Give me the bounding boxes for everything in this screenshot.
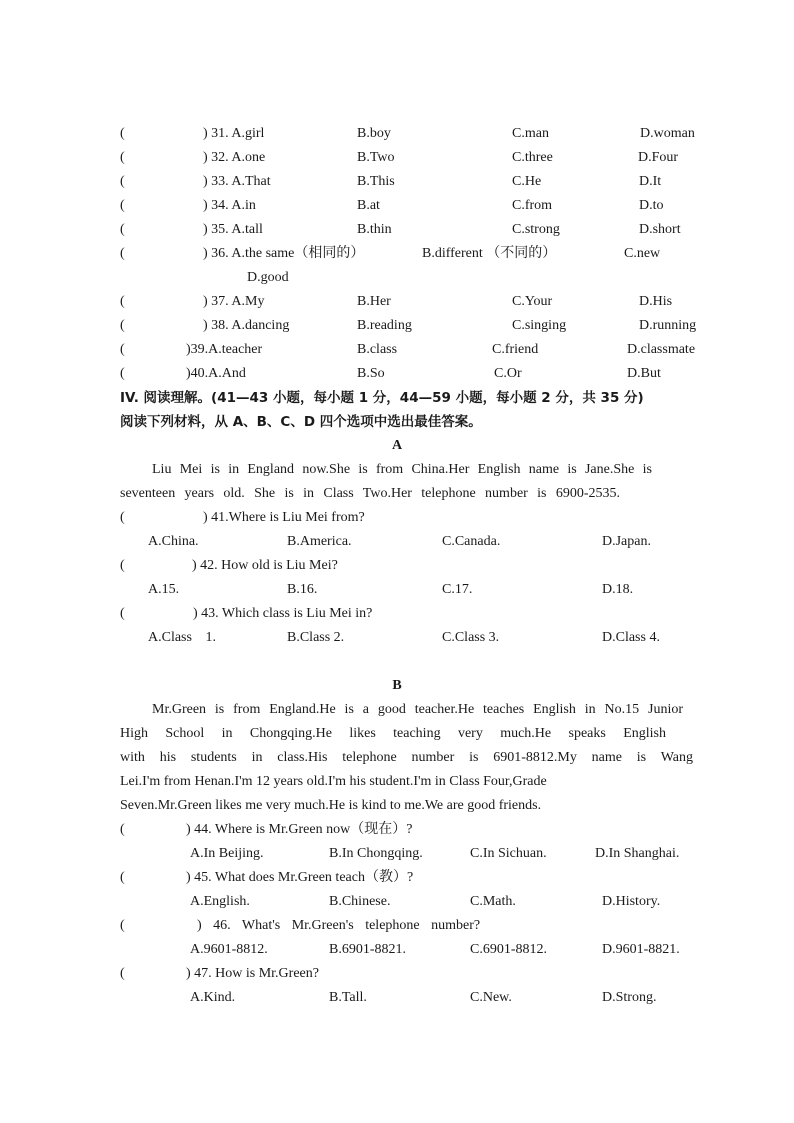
answer-paren: ( bbox=[120, 246, 125, 261]
question-stem: ) 38. A.dancing bbox=[203, 318, 290, 333]
option-d: D.9601-8821. bbox=[602, 942, 680, 957]
question-stem: ) 41.Where is Liu Mei from? bbox=[203, 510, 365, 525]
question-stem: ) 37. A.My bbox=[203, 294, 265, 309]
option-b: B.6901-8821. bbox=[329, 942, 406, 957]
passage-a-line: seventeen years old. She is in Class Two.Her telephone number is 6900-2535. bbox=[120, 486, 620, 501]
answer-paren: ( bbox=[120, 822, 125, 837]
answer-paren: ( bbox=[120, 510, 125, 525]
option-c: C.singing bbox=[512, 318, 567, 333]
passage-a-line: Liu Mei is in England now.She is from China.Her English name is Jane.She is bbox=[152, 462, 652, 477]
option-d: D.Four bbox=[638, 150, 679, 165]
answer-paren: ( bbox=[120, 174, 125, 189]
option-b: B.thin bbox=[357, 222, 392, 237]
question-stem: ) 43. Which class is Liu Mei in? bbox=[193, 606, 373, 621]
option-c: C.Canada. bbox=[442, 534, 501, 549]
option-c: C.He bbox=[512, 174, 542, 189]
answer-paren: ( bbox=[120, 342, 125, 357]
option-c: C.Your bbox=[512, 294, 553, 309]
answer-paren: ( bbox=[120, 318, 125, 333]
passage-b-line: with his students in class.His telephone number is 6901-8812.My name is Wang bbox=[120, 750, 693, 765]
answer-paren: ( bbox=[120, 126, 125, 141]
passage-b-line: High School in Chongqing.He likes teaching very much.He speaks English bbox=[120, 726, 666, 741]
option-d: D.In Shanghai. bbox=[595, 846, 680, 861]
option-b: B.This bbox=[357, 174, 395, 189]
option-c: C.strong bbox=[512, 222, 560, 237]
question-stem: ) 32. A.one bbox=[203, 150, 266, 165]
option-c: C.17. bbox=[442, 582, 473, 597]
answer-paren: ( bbox=[120, 198, 125, 213]
option-d: D.But bbox=[627, 366, 661, 381]
option-d: D.classmate bbox=[627, 342, 696, 357]
passage-b-label: B bbox=[392, 678, 402, 693]
option-a: A.Kind. bbox=[190, 990, 236, 1005]
option-d: D.His bbox=[639, 294, 673, 309]
answer-paren: ( bbox=[120, 294, 125, 309]
option-b: B.at bbox=[357, 198, 380, 213]
option-b: B.Chinese. bbox=[329, 894, 391, 909]
option-c: C.Math. bbox=[470, 894, 516, 909]
question-stem: ) 34. A.in bbox=[203, 198, 256, 213]
answer-paren: ( bbox=[120, 222, 125, 237]
option-c: C.new bbox=[624, 246, 661, 261]
option-c: C.three bbox=[512, 150, 553, 165]
option-b: B.16. bbox=[287, 582, 318, 597]
option-d: D.Japan. bbox=[602, 534, 651, 549]
question-stem: ) 42. How old is Liu Mei? bbox=[192, 558, 338, 573]
answer-paren: ( bbox=[120, 870, 125, 885]
option-b: B.In Chongqing. bbox=[329, 846, 423, 861]
option-b: B.Her bbox=[357, 294, 391, 309]
option-d: D.to bbox=[639, 198, 664, 213]
option-c: C.In Sichuan. bbox=[470, 846, 547, 861]
option-a: A.9601-8812. bbox=[190, 942, 268, 957]
answer-paren: ( bbox=[120, 606, 125, 621]
option-b: B.class bbox=[357, 342, 398, 357]
option-b: B.So bbox=[357, 366, 385, 381]
question-stem: ) 44. Where is Mr.Green now（现在）? bbox=[186, 822, 413, 837]
section-instruction: 阅读下列材料，从 A、B、C、D 四个选项中选出最佳答案。 bbox=[120, 414, 482, 430]
question-stem: ) 47. How is Mr.Green? bbox=[186, 966, 319, 981]
question-stem: ) 33. A.That bbox=[203, 174, 271, 189]
passage-a-label: A bbox=[391, 438, 403, 453]
option-d: D.It bbox=[639, 174, 662, 189]
question-stem: ) 35. A.tall bbox=[203, 222, 263, 237]
option-c: C.from bbox=[512, 198, 553, 213]
passage-b-line: Lei.I'm from Henan.I'm 12 years old.I'm his student.I'm in Class Four,Grade bbox=[120, 774, 547, 789]
question-stem: ) 36. A.the same（相同的） bbox=[203, 246, 365, 261]
option-d: D.History. bbox=[602, 894, 661, 909]
option-c: C.Or bbox=[494, 366, 522, 381]
answer-paren: ( bbox=[120, 366, 125, 381]
option-c: C.New. bbox=[470, 990, 512, 1005]
option-d: D.woman bbox=[640, 126, 695, 141]
answer-paren: ( bbox=[120, 150, 125, 165]
option-b: B.boy bbox=[357, 126, 391, 141]
option-b: B.Two bbox=[357, 150, 395, 165]
option-d: D.running bbox=[639, 318, 697, 333]
option-a: A.Class 1. bbox=[148, 630, 216, 645]
option-d: D.good bbox=[247, 270, 289, 285]
question-stem: ) 31. A.girl bbox=[203, 126, 265, 141]
option-b: B.different （不同的） bbox=[422, 246, 557, 261]
option-d: D.18. bbox=[602, 582, 634, 597]
option-a: A.15. bbox=[148, 582, 180, 597]
question-stem: ) 46. What's Mr.Green's telephone number? bbox=[197, 918, 481, 933]
passage-b-line: Mr.Green is from England.He is a good teacher.He teaches English in No.15 Junior bbox=[152, 702, 683, 717]
question-stem: ) 45. What does Mr.Green teach（教）? bbox=[186, 870, 414, 885]
option-b: B.America. bbox=[287, 534, 352, 549]
option-a: A.China. bbox=[148, 534, 199, 549]
option-c: C.friend bbox=[492, 342, 539, 357]
section-heading: IV. 阅读理解。(41—43 小题，每小题 1 分，44—59 小题，每小题 2 分，共 35 分) bbox=[120, 390, 644, 406]
option-c: C.Class 3. bbox=[442, 630, 500, 645]
option-d: D.Class 4. bbox=[602, 630, 660, 645]
question-stem: )40.A.And bbox=[186, 366, 246, 381]
option-c: C.man bbox=[512, 126, 549, 141]
answer-paren: ( bbox=[120, 558, 125, 573]
option-a: A.English. bbox=[190, 894, 250, 909]
option-d: D.short bbox=[639, 222, 681, 237]
option-a: A.In Beijing. bbox=[190, 846, 264, 861]
answer-paren: ( bbox=[120, 918, 125, 933]
passage-b-line: Seven.Mr.Green likes me very much.He is kind to me.We are good friends. bbox=[120, 798, 542, 813]
answer-paren: ( bbox=[120, 966, 125, 981]
option-b: B.reading bbox=[357, 318, 412, 333]
option-b: B.Class 2. bbox=[287, 630, 345, 645]
question-stem: )39.A.teacher bbox=[186, 342, 263, 357]
option-d: D.Strong. bbox=[602, 990, 657, 1005]
option-c: C.6901-8812. bbox=[470, 942, 547, 957]
option-b: B.Tall. bbox=[329, 990, 367, 1005]
